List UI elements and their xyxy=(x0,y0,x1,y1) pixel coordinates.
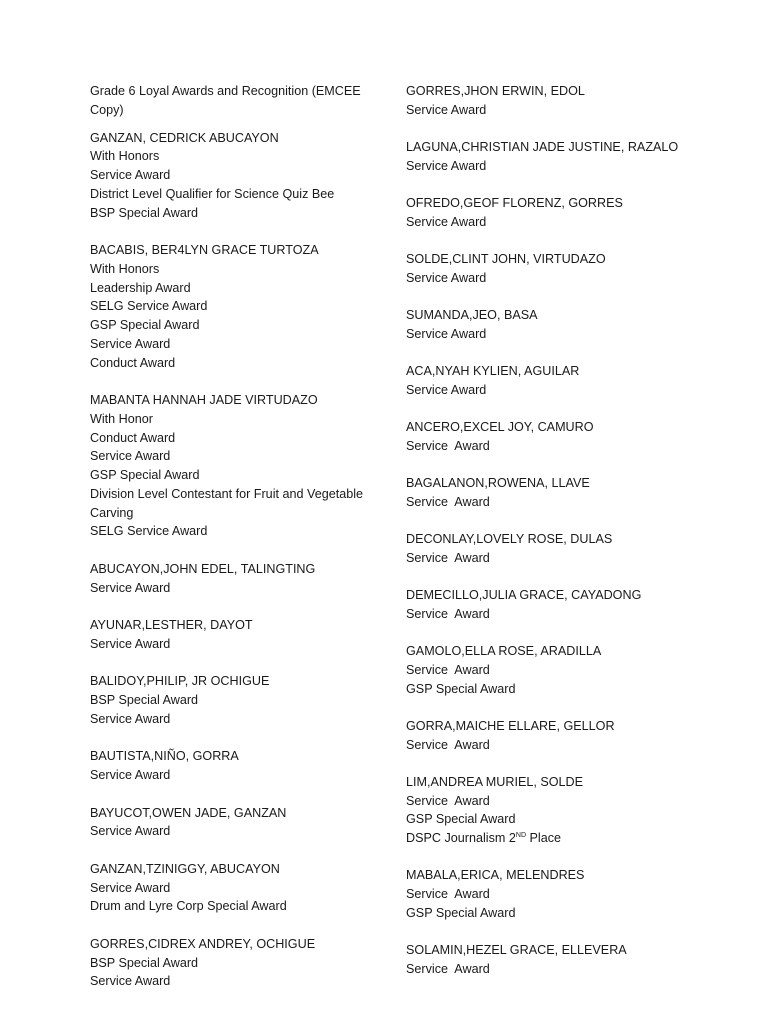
awardee-entry xyxy=(406,362,726,400)
award-item: Service Award xyxy=(90,824,171,839)
awardee-name: AYUNAR,LESTHER, DAYOT xyxy=(90,618,253,632)
awardee-name: BAYUCOT,OWEN JADE, GANZAN xyxy=(90,805,287,820)
awardee-name: ANCERO,EXCEL JOY, CAMURO xyxy=(406,420,594,434)
awardee-name: LAGUNA,CHRISTIAN JADE JUSTINE, RAZALO xyxy=(406,140,679,154)
awardee-entry xyxy=(406,642,726,698)
award-item: District Level Qualifier for Science Quiz Bee xyxy=(90,186,335,201)
awardee-entry xyxy=(406,418,726,456)
awardee-name: GORRA,MAICHE ELLARE, GELLOR xyxy=(406,718,615,733)
award-item: Service Award xyxy=(90,974,171,989)
award-item: GSP Special Award xyxy=(90,468,200,482)
award-item: With Honors xyxy=(90,261,160,276)
awardee-name: SOLAMIN,HEZEL GRACE, ELLEVERA xyxy=(406,943,627,957)
awardee-entry xyxy=(90,129,370,223)
awardee-entry xyxy=(406,530,726,568)
awardee-entry xyxy=(406,941,726,979)
award-item: Service Award xyxy=(90,880,171,895)
award-item: With Honors xyxy=(90,149,160,164)
award-item: Division Level Contestant for Fruit and Vegetable Carving xyxy=(90,486,367,520)
award-item: Service Award xyxy=(406,214,487,229)
awardee-name: BAUTISTA,NIÑO, GORRA xyxy=(90,749,239,764)
awardee-entry xyxy=(90,241,370,372)
award-item: GSP Special Award xyxy=(406,681,516,696)
award-item: Service Award xyxy=(90,449,171,464)
awardee-name: DECONLAY,LOVELY ROSE, DULAS xyxy=(406,532,613,546)
award-item: Service Award xyxy=(406,793,490,808)
awardee-entry xyxy=(406,138,726,176)
awardee-entry xyxy=(90,935,370,991)
award-item: Service Award xyxy=(406,887,490,901)
award-item: Service Award xyxy=(406,961,490,976)
awardee-name: SOLDE,CLINT JOHN, VIRTUDAZO xyxy=(406,252,606,266)
award-item: Service Award xyxy=(406,158,487,173)
award-item: BSP Special Award xyxy=(90,205,199,220)
award-item: Service Award xyxy=(90,580,171,595)
award-item: Service Award xyxy=(406,270,487,285)
award-item: Service Award xyxy=(90,711,171,726)
awardee-entry xyxy=(406,82,726,120)
award-item: BSP Special Award xyxy=(90,955,199,970)
award-item: Conduct Award xyxy=(90,355,176,370)
awardee-entry xyxy=(90,747,370,785)
award-item: Service Award xyxy=(406,662,490,677)
award-text: Place xyxy=(526,831,562,845)
awardee-entry xyxy=(406,717,726,755)
award-item: Drum and Lyre Corp Special Award xyxy=(90,899,287,914)
award-item: GSP Special Award xyxy=(90,318,200,332)
awardee-entry xyxy=(90,672,370,728)
awardee-entry xyxy=(90,391,370,541)
awardee-name: GORRES,JHON ERWIN, EDOL xyxy=(406,84,585,98)
awardee-entry xyxy=(406,306,726,344)
awardee-name: MABALA,ERICA, MELENDRES xyxy=(406,868,585,883)
awardee-entry xyxy=(90,560,370,598)
award-item: Service Award xyxy=(406,326,487,341)
award-item: SELG Service Award xyxy=(90,524,208,539)
ordinal-suffix: ND xyxy=(515,831,527,839)
award-item: Service Award xyxy=(406,737,490,752)
award-text: DSPC Journalism 2 xyxy=(406,831,516,845)
award-item: SELG Service Award xyxy=(90,299,208,314)
awardee-name: ACA,NYAH KYLIEN, AGUILAR xyxy=(406,364,580,378)
awardee-name: BAGALANON,ROWENA, LLAVE xyxy=(406,476,590,490)
document-title: Grade 6 Loyal Awards and Recognition (EMCEE Copy) xyxy=(90,84,365,117)
awardee-name: SUMANDA,JEO, BASA xyxy=(406,308,538,322)
award-item: Conduct Award xyxy=(90,430,176,445)
right-entries xyxy=(406,82,726,979)
award-item: Leadership Award xyxy=(90,280,191,295)
awardee-name: LIM,ANDREA MURIEL, SOLDE xyxy=(406,774,584,789)
awardee-name: GANZAN, CEDRICK ABUCAYON xyxy=(90,130,279,145)
award-item: GSP Special Award xyxy=(406,905,516,920)
awardee-name: GORRES,CIDREX ANDREY, OCHIGUE xyxy=(90,936,316,951)
award-item: Service Award xyxy=(406,382,487,397)
awardee-name: ABUCAYON,JOHN EDEL, TALINGTING xyxy=(90,561,316,576)
awardee-entry xyxy=(406,474,726,512)
award-item: Service Award xyxy=(90,168,171,182)
award-item: Service Award xyxy=(406,550,490,565)
awardee-entry xyxy=(406,773,726,848)
award-item: Service Award xyxy=(406,606,490,621)
award-item: With Honor xyxy=(90,411,153,426)
awardee-entry xyxy=(406,866,726,922)
awardee-entry xyxy=(90,860,370,916)
awardee-entry xyxy=(406,250,726,288)
left-entries xyxy=(90,129,370,992)
award-item: GSP Special Award xyxy=(406,812,516,827)
award-item: Service Award xyxy=(406,102,487,117)
awardee-entry xyxy=(90,804,370,842)
awardee-name: OFREDO,GEOF FLORENZ, GORRES xyxy=(406,196,623,210)
award-item: Service Award xyxy=(90,336,171,351)
award-item: BSP Special Award xyxy=(90,693,199,707)
right-column xyxy=(406,82,726,997)
left-column xyxy=(90,82,370,1010)
awardee-name: DEMECILLO,JULIA GRACE, CAYADONG xyxy=(406,588,642,602)
awardee-entry xyxy=(406,586,726,624)
awardee-name: BALIDOY,PHILIP, JR OCHIGUE xyxy=(90,674,270,689)
award-item xyxy=(406,829,726,848)
awardee-name: GANZAN,TZINIGGY, ABUCAYON xyxy=(90,861,280,876)
award-item: Service Award xyxy=(406,494,490,509)
awardee-name: GAMOLO,ELLA ROSE, ARADILLA xyxy=(406,644,602,658)
awardee-name: MABANTA HANNAH JADE VIRTUDAZO xyxy=(90,393,318,407)
awardee-name: BACABIS, BER4LYN GRACE TURTOZA xyxy=(90,243,319,257)
award-item: Service Award xyxy=(406,438,490,453)
awardee-entry xyxy=(90,616,370,654)
award-item: Service Award xyxy=(90,768,171,782)
award-item: Service Award xyxy=(90,636,171,651)
awardee-entry xyxy=(406,194,726,232)
